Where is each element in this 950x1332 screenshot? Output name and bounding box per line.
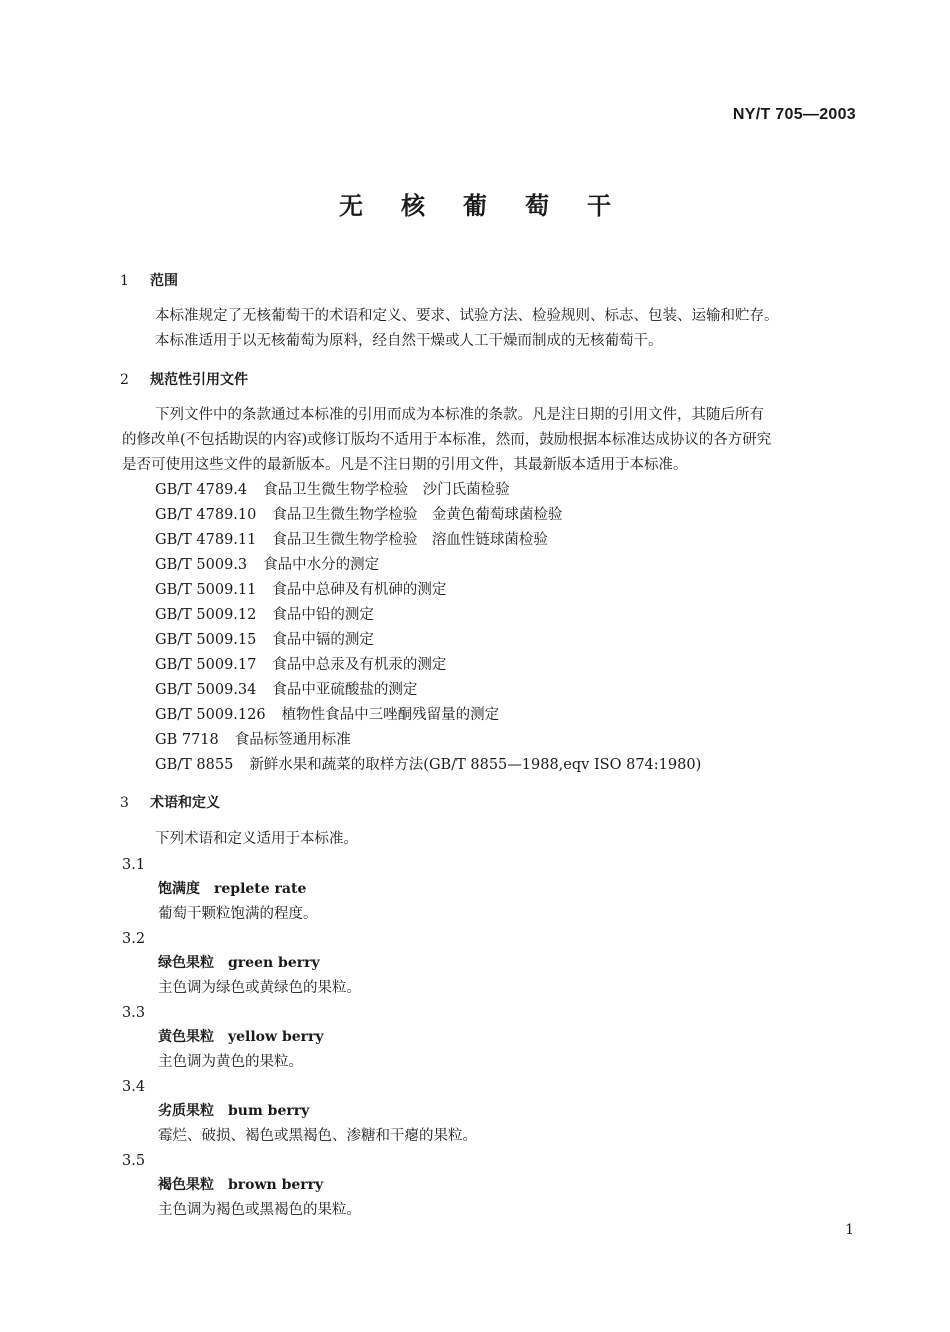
reference-code: GB/T 4789.10 bbox=[155, 507, 257, 523]
reference-code: GB/T 8855 bbox=[155, 757, 234, 773]
term-zh: 黄色果粒 bbox=[158, 1029, 214, 1045]
term-name bbox=[158, 1101, 309, 1121]
section-3-heading bbox=[120, 793, 220, 813]
section-title: 术语和定义 bbox=[150, 795, 220, 811]
section-number: 1 bbox=[120, 273, 129, 289]
term-en: green berry bbox=[228, 955, 320, 971]
term-name bbox=[158, 953, 320, 973]
reference-name: 新鲜水果和蔬菜的取样方法(GB/T 8855—1988,eqv ISO 874:1980) bbox=[249, 757, 702, 773]
reference-name: 食品卫生微生物学检验 金黄色葡萄球菌检验 bbox=[272, 507, 563, 523]
reference-item bbox=[155, 480, 510, 500]
term-zh: 褐色果粒 bbox=[158, 1177, 214, 1193]
section-2-paragraph-line-3: 是否可使用这些文件的最新版本。凡是不注日期的引用文件，其最新版本适用于本标准。 bbox=[122, 457, 688, 473]
term-en: yellow berry bbox=[228, 1029, 324, 1045]
section-number: 2 bbox=[120, 372, 129, 388]
reference-name: 食品标签通用标准 bbox=[234, 732, 351, 748]
section-2-paragraph-line-1: 下列文件中的条款通过本标准的引用而成为本标准的条款。凡是注日期的引用文件，其随后所有 bbox=[155, 407, 764, 423]
section-3-intro: 下列术语和定义适用于本标准。 bbox=[155, 831, 358, 847]
reference-item bbox=[155, 630, 374, 650]
reference-item bbox=[155, 605, 374, 625]
reference-code: GB/T 5009.11 bbox=[155, 582, 257, 598]
reference-name: 植物性食品中三唑酮残留量的测定 bbox=[281, 707, 500, 723]
section-title: 规范性引用文件 bbox=[150, 372, 248, 388]
reference-name: 食品中镉的测定 bbox=[272, 632, 374, 648]
reference-code: GB/T 4789.4 bbox=[155, 482, 248, 498]
reference-item bbox=[155, 530, 548, 550]
section-1-paragraph-1: 本标准规定了无核葡萄干的术语和定义、要求、试验方法、检验规则、标志、包装、运输和贮存。 bbox=[155, 308, 779, 324]
reference-code: GB/T 5009.3 bbox=[155, 557, 248, 573]
term-number: 3.2 bbox=[122, 931, 146, 947]
term-en: replete rate bbox=[214, 881, 307, 897]
document-title: 无核葡萄干 bbox=[339, 192, 649, 220]
section-2-paragraph-line-2: 的修改单(不包括勘误的内容)或修订版均不适用于本标准，然而，鼓励根据本标准达成协议的各方研究 bbox=[122, 432, 772, 448]
reference-name: 食品中亚硫酸盐的测定 bbox=[272, 682, 418, 698]
reference-code: GB/T 5009.126 bbox=[155, 707, 266, 723]
reference-item bbox=[155, 680, 417, 700]
term-number: 3.4 bbox=[122, 1079, 146, 1095]
section-1-paragraph-2: 本标准适用于以无核葡萄为原料，经自然干燥或人工干燥而制成的无核葡萄干。 bbox=[155, 333, 663, 349]
term-number: 3.3 bbox=[122, 1005, 146, 1021]
page-number: 1 bbox=[845, 1222, 854, 1238]
term-definition: 主色调为黄色的果粒。 bbox=[158, 1054, 303, 1070]
reference-code: GB/T 4789.11 bbox=[155, 532, 257, 548]
reference-name: 食品中总砷及有机砷的测定 bbox=[272, 582, 447, 598]
reference-item bbox=[155, 730, 351, 750]
reference-name: 食品卫生微生物学检验 沙门氏菌检验 bbox=[263, 482, 510, 498]
reference-code: GB/T 5009.17 bbox=[155, 657, 257, 673]
standard-number: NY/T 705—2003 bbox=[732, 106, 856, 123]
term-zh: 劣质果粒 bbox=[158, 1103, 214, 1119]
term-definition: 主色调为绿色或黄绿色的果粒。 bbox=[158, 980, 361, 996]
term-definition: 主色调为褐色或黑褐色的果粒。 bbox=[158, 1202, 361, 1218]
term-definition: 霉烂、破损、褐色或黑褐色、渗糖和干瘪的果粒。 bbox=[158, 1128, 477, 1144]
reference-item bbox=[155, 655, 446, 675]
section-title: 范围 bbox=[150, 273, 178, 289]
section-number: 3 bbox=[120, 795, 129, 811]
term-zh: 饱满度 bbox=[158, 881, 200, 897]
reference-item bbox=[155, 505, 562, 525]
term-zh: 绿色果粒 bbox=[158, 955, 214, 971]
reference-item bbox=[155, 580, 446, 600]
term-definition: 葡萄干颗粒饱满的程度。 bbox=[158, 906, 318, 922]
section-2-heading bbox=[120, 370, 248, 390]
term-name bbox=[158, 879, 306, 899]
term-number: 3.1 bbox=[122, 857, 146, 873]
reference-item bbox=[155, 555, 379, 575]
reference-name: 食品中水分的测定 bbox=[263, 557, 380, 573]
reference-name: 食品中总汞及有机汞的测定 bbox=[272, 657, 447, 673]
reference-name: 食品中铅的测定 bbox=[272, 607, 374, 623]
reference-code: GB 7718 bbox=[155, 732, 219, 748]
section-1-heading bbox=[120, 271, 178, 291]
reference-item bbox=[155, 755, 701, 775]
term-name bbox=[158, 1175, 323, 1195]
reference-name: 食品卫生微生物学检验 溶血性链球菌检验 bbox=[272, 532, 548, 548]
term-en: brown berry bbox=[228, 1177, 324, 1193]
reference-code: GB/T 5009.12 bbox=[155, 607, 257, 623]
reference-item bbox=[155, 705, 499, 725]
reference-code: GB/T 5009.34 bbox=[155, 682, 257, 698]
term-number: 3.5 bbox=[122, 1153, 146, 1169]
reference-code: GB/T 5009.15 bbox=[155, 632, 257, 648]
term-name bbox=[158, 1027, 324, 1047]
term-en: bum berry bbox=[228, 1103, 310, 1119]
